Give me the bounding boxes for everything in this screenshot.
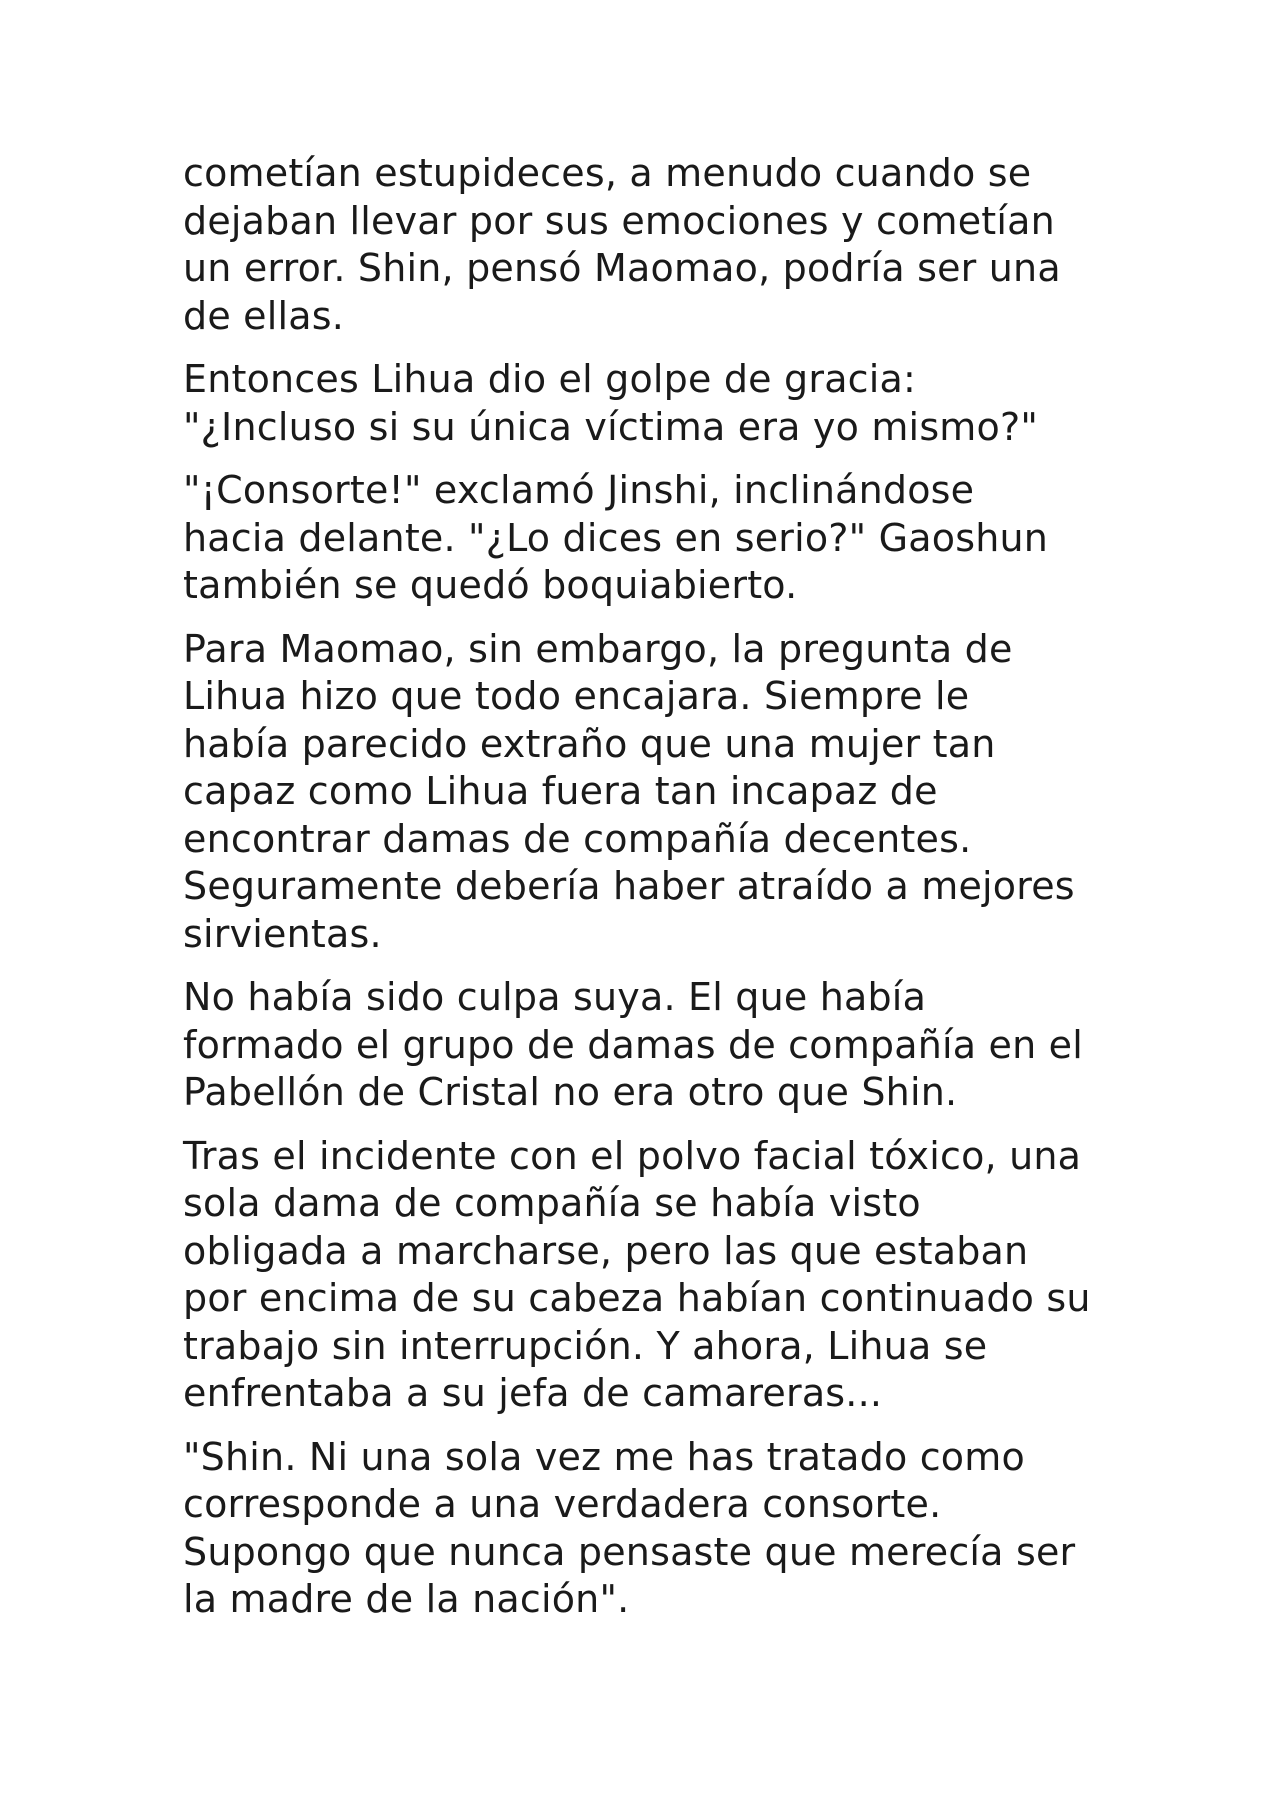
text-line: sirvientas. [183,911,382,956]
text-line: de ellas. [183,293,345,338]
text-line: Tras el incidente con el polvo facial tóxico, una [183,1133,1082,1178]
text-line: había parecido extraño que una mujer tan [183,721,996,766]
paragraph-3 [183,467,1113,610]
text-line: corresponde a una verdadera consorte. [183,1482,942,1526]
text-line: capaz como Lihua fuera tan incapaz de [183,769,938,813]
text-line: Seguramente debería haber atraído a mejores [183,864,1075,908]
text-line: también se quedó boquiabierto. [183,563,798,607]
text-line: Entonces Lihua dio el golpe de gracia: [183,357,917,401]
text-line: sola dama de compañía se había visto [183,1181,921,1225]
text-body [183,150,1113,1640]
text-line: trabajo sin interrupción. Y ahora, Lihua se [183,1323,988,1368]
paragraph-7 [183,1434,1113,1624]
text-line: "Shin. Ni una sola vez me has tratado como [183,1434,1025,1479]
text-line: un error. Shin, pensó Maomao, podría ser una [183,246,1061,290]
paragraph-4 [183,626,1113,959]
text-line: dejaban llevar por sus emociones y cometían [183,198,1055,243]
paragraph-1 [183,150,1113,340]
text-line: la madre de la nación". [183,1577,630,1621]
text-line: Supongo que nunca pensaste que merecía ser [183,1529,1076,1574]
text-line: por encima de su cabeza habían continuado su [183,1276,1091,1320]
text-line: encontrar damas de compañía decentes. [183,816,972,861]
text-line: Pabellón de Cristal no era otro que Shin. [183,1070,958,1114]
paragraph-5 [183,974,1113,1117]
text-line: cometían estupideces, a menudo cuando se [183,151,1032,195]
text-line: "¡Consorte!" exclamó Jinshi, inclinándose [183,468,975,512]
paragraph-2 [183,356,1113,451]
paragraph-6 [183,1133,1113,1418]
text-line: Para Maomao, sin embargo, la pregunta de [183,626,1013,671]
text-line: hacia delante. "¿Lo dices en serio?" Gaoshun [183,515,1049,560]
text-line: Lihua hizo que todo encajara. Siempre le [183,674,970,718]
text-line: No había sido culpa suya. El que había [183,975,927,1019]
text-line: formado el grupo de damas de compañía en el [183,1022,1084,1067]
text-line: obligada a marcharse, pero las que estaban [183,1228,1029,1273]
text-line: "¿Incluso si su única víctima era yo mismo?" [183,404,1039,449]
text-line: enfrentaba a su jefa de camareras... [183,1371,883,1415]
